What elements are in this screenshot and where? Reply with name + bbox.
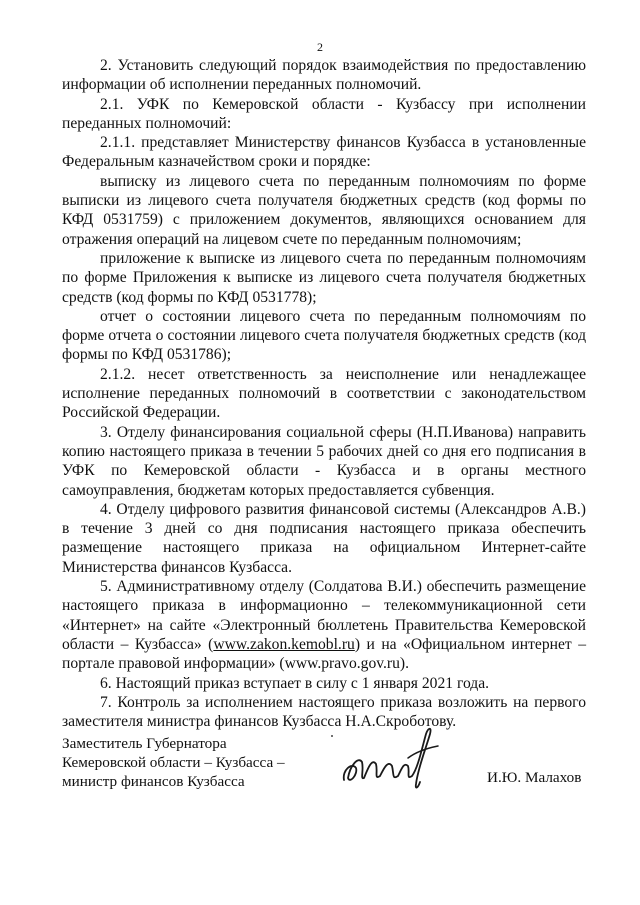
paragraph-4: 4. Отделу цифрового развития финансовой системы (Александров А.В.) в течение 3 дней со дня подписания настоящего приказа обеспечить размещение настоящего приказа на официальном Интернет-сайте Министерства финансов Кузбасса.	[62, 500, 586, 576]
zakon-kemobl-link[interactable]: www.zakon.kemobl.ru	[213, 635, 355, 653]
paragraph-5-text-b: ) и на «Официальном интернет – портале правовой информации» (www.pravo.gov.ru).	[62, 635, 586, 673]
paragraph-5	[62, 577, 586, 673]
paragraph-2-1-2: 2.1.2. несет ответственность за неисполнение или ненадлежащее исполнение переданных полномочий в соответствии с законодательством Российской Федерации.	[62, 365, 586, 422]
position-line-3: министр финансов Кузбасса	[62, 773, 245, 790]
paragraph-5-text-a: 5. Административному отделу (Солдатова В.И.) обеспечить размещение настоящего приказа в информационно – телекоммуникационной сети «Интернет» на сайте «Электронный бюллетень Правительства Кемеровской области – Кузбасса» (	[62, 578, 586, 653]
paragraph-3: 3. Отделу финансирования социальной сферы (Н.П.Иванова) направить копию настоящего приказа в течении 5 рабочих дней со дня его подписания в УФК по Кемеровской области - Кузбасса и в органы местного самоуправления, бюджетам которых предоставляется субвенция.	[62, 423, 586, 499]
paragraph-2-1-1: 2.1.1. представляет Министерству финансов Кузбасса в установленные Федеральным казначейством сроки и порядке:	[62, 134, 586, 171]
paragraph-appendix: приложение к выписке из лицевого счета по переданным полномочиям по форме Приложения к выписке из лицевого счета получателя бюджетных средств (код формы по КФД 0531778);	[62, 249, 586, 306]
page-number: 2	[317, 40, 323, 54]
position-line-2: Кемеровской области – Кузбасса –	[62, 754, 285, 771]
paragraph-6: 6. Настоящий приказ вступает в силу с 1 января 2021 года.	[100, 674, 490, 692]
paragraph-report: отчет о состоянии лицевого счета по переданным полномочиям по форме отчета о состоянии лицевого счета получателя бюджетных средств (код формы по КФД 0531786);	[62, 307, 586, 364]
signatory-position	[62, 734, 362, 791]
signatory-name: И.Ю. Малахов	[487, 769, 582, 786]
paragraph-7: 7. Контроль за исполнением настоящего приказа возложить на первого заместителя министра финансов Кузбасса Н.А.Скроботову.	[62, 693, 586, 731]
paragraph-statement: выписку из лицевого счета по переданным полномочиям по форме выписки из лицевого счета получателя бюджетных средств (код формы по КФД 0531759) с приложением документов, являющихся основанием для отражения операций на лицевом счете по переданным полномочиям;	[62, 172, 586, 248]
document-body	[62, 56, 586, 731]
ink-dot	[331, 735, 333, 737]
paragraph-2-1: 2.1. УФК по Кемеровской области - Кузбассу при исполнении переданных полномочий:	[62, 95, 586, 132]
position-line-1: Заместитель Губернатора	[62, 735, 227, 752]
handwritten-signature	[338, 718, 448, 798]
paragraph-2: 2. Установить следующий порядок взаимодействия по предоставлению информации об исполнении переданных полномочий.	[62, 57, 586, 94]
